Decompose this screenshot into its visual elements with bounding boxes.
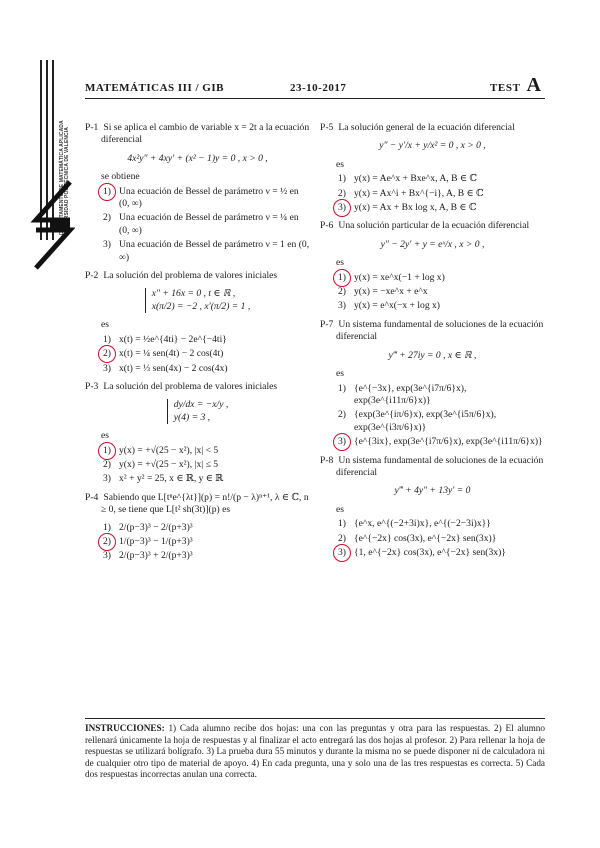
option-text: {e^{−3x}, exp(3e^{i7π/6}x), exp(3e^{i11π/6}x)} [354, 382, 467, 406]
option-number: 3) [338, 202, 352, 214]
instructions-title: INSTRUCCIONES: [85, 723, 165, 733]
test-version [490, 74, 541, 97]
option-text: Una ecuación de Bessel de parámetro ν = 1 en (0, ∞) [119, 239, 310, 263]
option-text: y(x) = Ae^x + Bxe^x, A, B ∈ ℂ [354, 173, 478, 185]
question-p1 [85, 122, 310, 264]
option-number: 3) [103, 550, 111, 562]
right-column [320, 122, 545, 565]
option-number: 2) [338, 409, 346, 421]
answer-option[interactable] [320, 286, 545, 298]
left-column [85, 122, 310, 569]
answer-option[interactable] [320, 383, 545, 408]
question-equation: 4x²y″ + 4xy′ + (x² − 1)y = 0 , x > 0 , [127, 152, 268, 164]
instructions-body: 1) Cada alumno recibe dos hojas: una con las preguntas y otra para las respuestas. 2) El alumno rellenará únicamente la hoja de respuestas y al finalizar el acto entregará las dos hojas al profesor. 2) Para rellenar la hoja de respuestas se utilizará bolígrafo. 3) La prueba dura 55 minutos y durante la misma no se puede disponer ni de calculadora ni de cualquier otro tipo de material de apoyo. 4) En cada pregunta, una y solo una de las tres respuestas es correcta. 5) Cada dos respuestas incorrectas anulan una correcta. [85, 723, 545, 780]
option-text: y(x) = −xe^x + e^x [354, 286, 428, 298]
question-label: P-1 [85, 122, 99, 133]
equation-line: x″ + 16x = 0 , t ∈ ℝ , [151, 288, 236, 300]
question-equation: y‴ + 4y″ + 13y′ = 0 [394, 485, 471, 497]
option-text: y(x) = e^x(−x + log x) [354, 300, 441, 312]
option-number: 2) [338, 532, 346, 544]
option-number: 3) [338, 300, 346, 312]
question-lead: es [336, 257, 344, 269]
question-p8 [320, 455, 545, 560]
question-equation: y″ − y′/x + y/x² = 0 , x > 0 , [379, 140, 486, 152]
question-p6 [320, 220, 545, 312]
question-p2 [85, 270, 310, 375]
question-text: Una solución particular de la ecuación diferencial [338, 220, 530, 232]
question-lead: es [101, 319, 109, 331]
header-rule [85, 98, 545, 99]
equation-line: y(4) = 3 , [173, 411, 211, 423]
question-p7 [320, 319, 545, 449]
option-number: 2) [338, 187, 346, 199]
answer-option[interactable] [320, 300, 545, 312]
question-lead: es [101, 430, 109, 442]
option-number: 2) [103, 348, 117, 360]
answer-option[interactable] [85, 473, 310, 485]
option-number: 3) [338, 436, 352, 448]
option-number: 2) [103, 212, 111, 224]
answer-option[interactable] [85, 239, 310, 264]
option-text: 1/(p−3)³ − 1/(p+3)³ [119, 535, 193, 547]
answer-option[interactable] [320, 547, 545, 559]
option-text: y(x) = Ax^i + Bx^{−i}, A, B ∈ ℂ [354, 187, 484, 199]
question-text: La solución del problema de valores iniciales [103, 380, 278, 392]
option-text: y(x) = +√(25 − x²), |x| ≤ 5 [119, 458, 219, 470]
question-p3 [85, 381, 310, 486]
question-text: Si se aplica el cambio de variable x = 2t a la ecuación diferencial [101, 122, 310, 146]
question-text: Sabiendo que L[tⁿe^{λt}](p) = n!/(p − λ)ⁿ⁺¹, λ ∈ ℂ, n ≥ 0, se tiene que L[t² sh(3t)](p) es [101, 491, 309, 516]
question-label: P-3 [85, 380, 99, 392]
question-label: P-4 [85, 491, 99, 503]
department-line-1: DEPARTAMENTO DE MATEMÁTICA APLICADA [59, 120, 65, 235]
answer-option[interactable] [320, 518, 545, 530]
option-number: 1) [338, 518, 346, 530]
answer-option[interactable] [320, 202, 545, 214]
option-number: 2) [103, 536, 117, 548]
option-text: x² + y² = 25, x ∈ ℝ, y ∈ ℝ [119, 473, 224, 485]
option-number: 1) [103, 186, 117, 198]
instructions [85, 723, 545, 781]
option-text: Una ecuación de Bessel de parámetro ν = ½ en (0, ∞) [119, 185, 299, 210]
question-text: Un sistema fundamental de soluciones de la ecuación diferencial [336, 454, 544, 478]
answer-option[interactable] [320, 409, 545, 434]
question-lead: es [336, 503, 344, 515]
answer-option[interactable] [85, 212, 310, 237]
option-text: y(x) = +√(25 − x²), |x| < 5 [119, 444, 219, 456]
equation-line: x(π/2) = −2 , x′(π/2) = 1 , [151, 300, 251, 312]
option-text: y(x) = Ax + Bx log x, A, B ∈ ℂ [354, 202, 477, 214]
option-number: 1) [338, 272, 352, 284]
answer-option[interactable] [320, 272, 545, 284]
answer-option[interactable] [85, 536, 310, 548]
question-p5 [320, 122, 545, 214]
question-text: La solución general de la ecuación diferencial [338, 122, 515, 133]
answer-option[interactable] [85, 186, 310, 211]
question-label: P-6 [320, 220, 334, 232]
option-number: 2) [338, 286, 346, 298]
question-equation [85, 288, 310, 313]
test-label: TEST [490, 82, 521, 94]
answer-option[interactable] [320, 188, 545, 200]
answer-option[interactable] [85, 459, 310, 471]
option-text: {e^{3ix}, exp(3e^{i7π/6}x), exp(3e^{i11π/6}x)} [354, 436, 543, 448]
question-equation: y‴ + 27iy = 0 , x ∈ ℝ , [388, 349, 477, 361]
option-number: 1) [103, 445, 117, 457]
option-number: 1) [338, 173, 346, 185]
department-logo [30, 180, 75, 275]
answer-option[interactable] [320, 173, 545, 185]
option-text: x(t) = ¼ sen(4t) − 2 cos(4t) [119, 348, 224, 360]
equation-line: dy/dx = −x/y , [173, 399, 229, 411]
department-line-2: UNIVERSIDAD POLITÉCNICA DE VALENCIA [64, 127, 70, 235]
answer-option[interactable] [320, 533, 545, 545]
question-equation [85, 399, 310, 424]
question-label: P-8 [320, 454, 334, 466]
question-p4 [85, 492, 310, 563]
option-text: y(x) = xe^x(−1 + log x) [354, 271, 445, 283]
instructions-rule [85, 718, 545, 719]
option-number: 2) [103, 458, 111, 470]
option-text: x(t) = ½e^{4ti} − 2e^{−4ti} [119, 333, 227, 345]
question-text: La solución del problema de valores iniciales [103, 270, 278, 282]
answer-option[interactable] [85, 550, 310, 562]
course-title: MATEMÁTICAS III / GIB [85, 82, 224, 94]
answer-option[interactable] [85, 445, 310, 457]
option-text: x(t) = ⅓ sen(4x) − 2 cos(4x) [119, 362, 228, 374]
option-text: {e^{−2x} cos(3x), e^{−2x} sen(3x)} [354, 532, 497, 544]
option-number: 1) [103, 521, 111, 533]
answer-option[interactable] [85, 334, 310, 346]
question-label: P-7 [320, 318, 334, 330]
answer-option[interactable] [85, 363, 310, 375]
option-text: {1, e^{−2x} cos(3x), e^{−2x} sen(3x)} [354, 546, 506, 558]
option-number: 3) [103, 239, 111, 251]
question-lead: se obtiene [101, 171, 140, 183]
option-number: 3) [103, 362, 111, 374]
answer-option[interactable] [320, 436, 545, 448]
option-number: 3) [103, 473, 111, 485]
option-number: 1) [103, 333, 111, 345]
question-text: Un sistema fundamental de soluciones de la ecuación diferencial [336, 318, 544, 343]
option-text: {exp(3e^{iπ/6}x), exp(3e^{i5π/6}x), exp(3e^{i3π/6}x)} [354, 409, 497, 433]
question-label: P-5 [320, 122, 334, 133]
answer-option[interactable] [85, 522, 310, 534]
answer-option[interactable] [85, 348, 310, 360]
question-label: P-2 [85, 270, 99, 282]
question-lead: es [336, 158, 344, 170]
option-number: 1) [338, 382, 346, 394]
exam-date: 23-10-2017 [290, 82, 347, 94]
question-lead: es [336, 368, 344, 380]
question-equation: y″ − 2y′ + y = eˣ/x , x > 0 , [380, 238, 485, 250]
option-text: 2/(p−3)³ − 2/(p+3)³ [119, 521, 193, 533]
option-text: 2/(p−3)³ + 2/(p+3)³ [119, 550, 193, 562]
option-text: Una ecuación de Bessel de parámetro ν = ¼ en (0, ∞) [119, 212, 299, 236]
option-text: {e^x, e^{(−2+3i)x}, e^{(−2−3i)x}} [354, 518, 491, 530]
option-number: 3) [338, 547, 352, 559]
test-letter: A [526, 74, 541, 96]
